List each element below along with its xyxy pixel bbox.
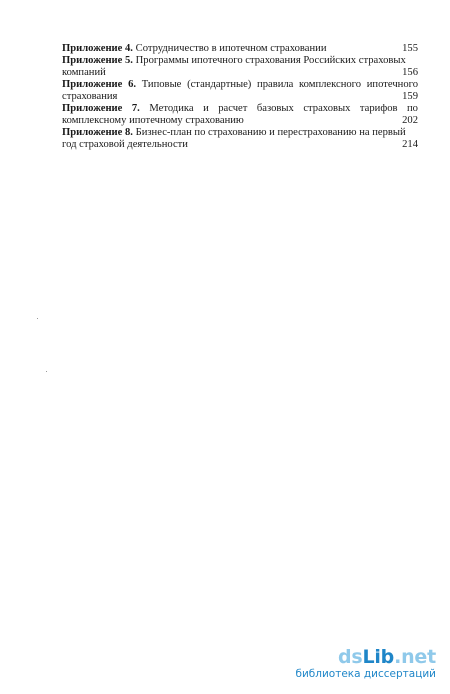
- toc-page-number: 214: [402, 139, 418, 150]
- scan-speck: [37, 318, 38, 319]
- dslib-logo: [295, 647, 436, 667]
- toc-line: [62, 139, 418, 151]
- toc-line: [62, 43, 418, 55]
- toc-line: [62, 115, 418, 127]
- toc-entry-appendix-6[interactable]: [62, 79, 418, 103]
- toc-entry-title: Типовые (стандартные) правила комплексного ипотечного: [141, 79, 418, 90]
- toc-entry-title: Сотрудничество в ипотечном страховании: [135, 43, 327, 54]
- toc-entry-text: [62, 103, 418, 115]
- toc-entry-title-continued: комплексному ипотечному страхованию: [62, 115, 244, 126]
- logo-ds: ds: [337, 646, 363, 668]
- toc-line: [62, 103, 418, 115]
- logo-lib: Lib: [362, 646, 395, 668]
- toc-entry-appendix-5[interactable]: [62, 55, 418, 79]
- toc-entry-label: Приложение 5.: [62, 55, 133, 66]
- toc-entry-appendix-4[interactable]: [62, 43, 418, 55]
- dslib-watermark[interactable]: [295, 647, 436, 680]
- toc-entry-appendix-8[interactable]: [62, 127, 418, 151]
- toc-line: [62, 127, 418, 139]
- toc-line: [62, 67, 418, 79]
- scan-speck: [46, 371, 47, 372]
- toc-line: [62, 79, 418, 91]
- toc-entry-text: [62, 55, 418, 67]
- toc-page-number: 156: [402, 67, 418, 78]
- toc-page-number: 155: [402, 43, 418, 54]
- toc-entry-title-continued: страхования: [62, 91, 118, 102]
- toc-entry-appendix-7[interactable]: [62, 103, 418, 127]
- toc-entry-text: [62, 79, 418, 91]
- toc-entry-label: Приложение 6.: [62, 79, 137, 90]
- toc-page-number: 202: [402, 115, 418, 126]
- toc-entry-title-continued: год страховой деятельности: [62, 139, 188, 150]
- toc-entry-label: Приложение 8.: [62, 127, 133, 138]
- toc-entry-text: [62, 127, 418, 139]
- toc-entry-title-continued: компаний: [62, 67, 106, 78]
- toc-entry-title: Программы ипотечного страхования Российских страховых: [135, 55, 406, 66]
- logo-net: .net: [394, 646, 436, 668]
- toc-entry-title: Бизнес-план по страхованию и перестрахованию на первый: [135, 127, 406, 138]
- toc-line: [62, 55, 418, 67]
- toc-entry-text: [62, 43, 396, 55]
- toc-page-number: 159: [402, 91, 418, 102]
- toc-entry-label: Приложение 7.: [62, 103, 140, 114]
- toc-entry-title: Методика и расчет базовых страховых тарифов по: [149, 103, 418, 114]
- table-of-contents: [62, 43, 418, 151]
- dslib-subtitle: библиотека диссертаций: [295, 668, 436, 680]
- toc-entry-justified: [62, 79, 418, 91]
- toc-line: [62, 91, 418, 103]
- toc-entry-label: Приложение 4.: [62, 43, 133, 54]
- toc-entry-justified: [62, 103, 418, 115]
